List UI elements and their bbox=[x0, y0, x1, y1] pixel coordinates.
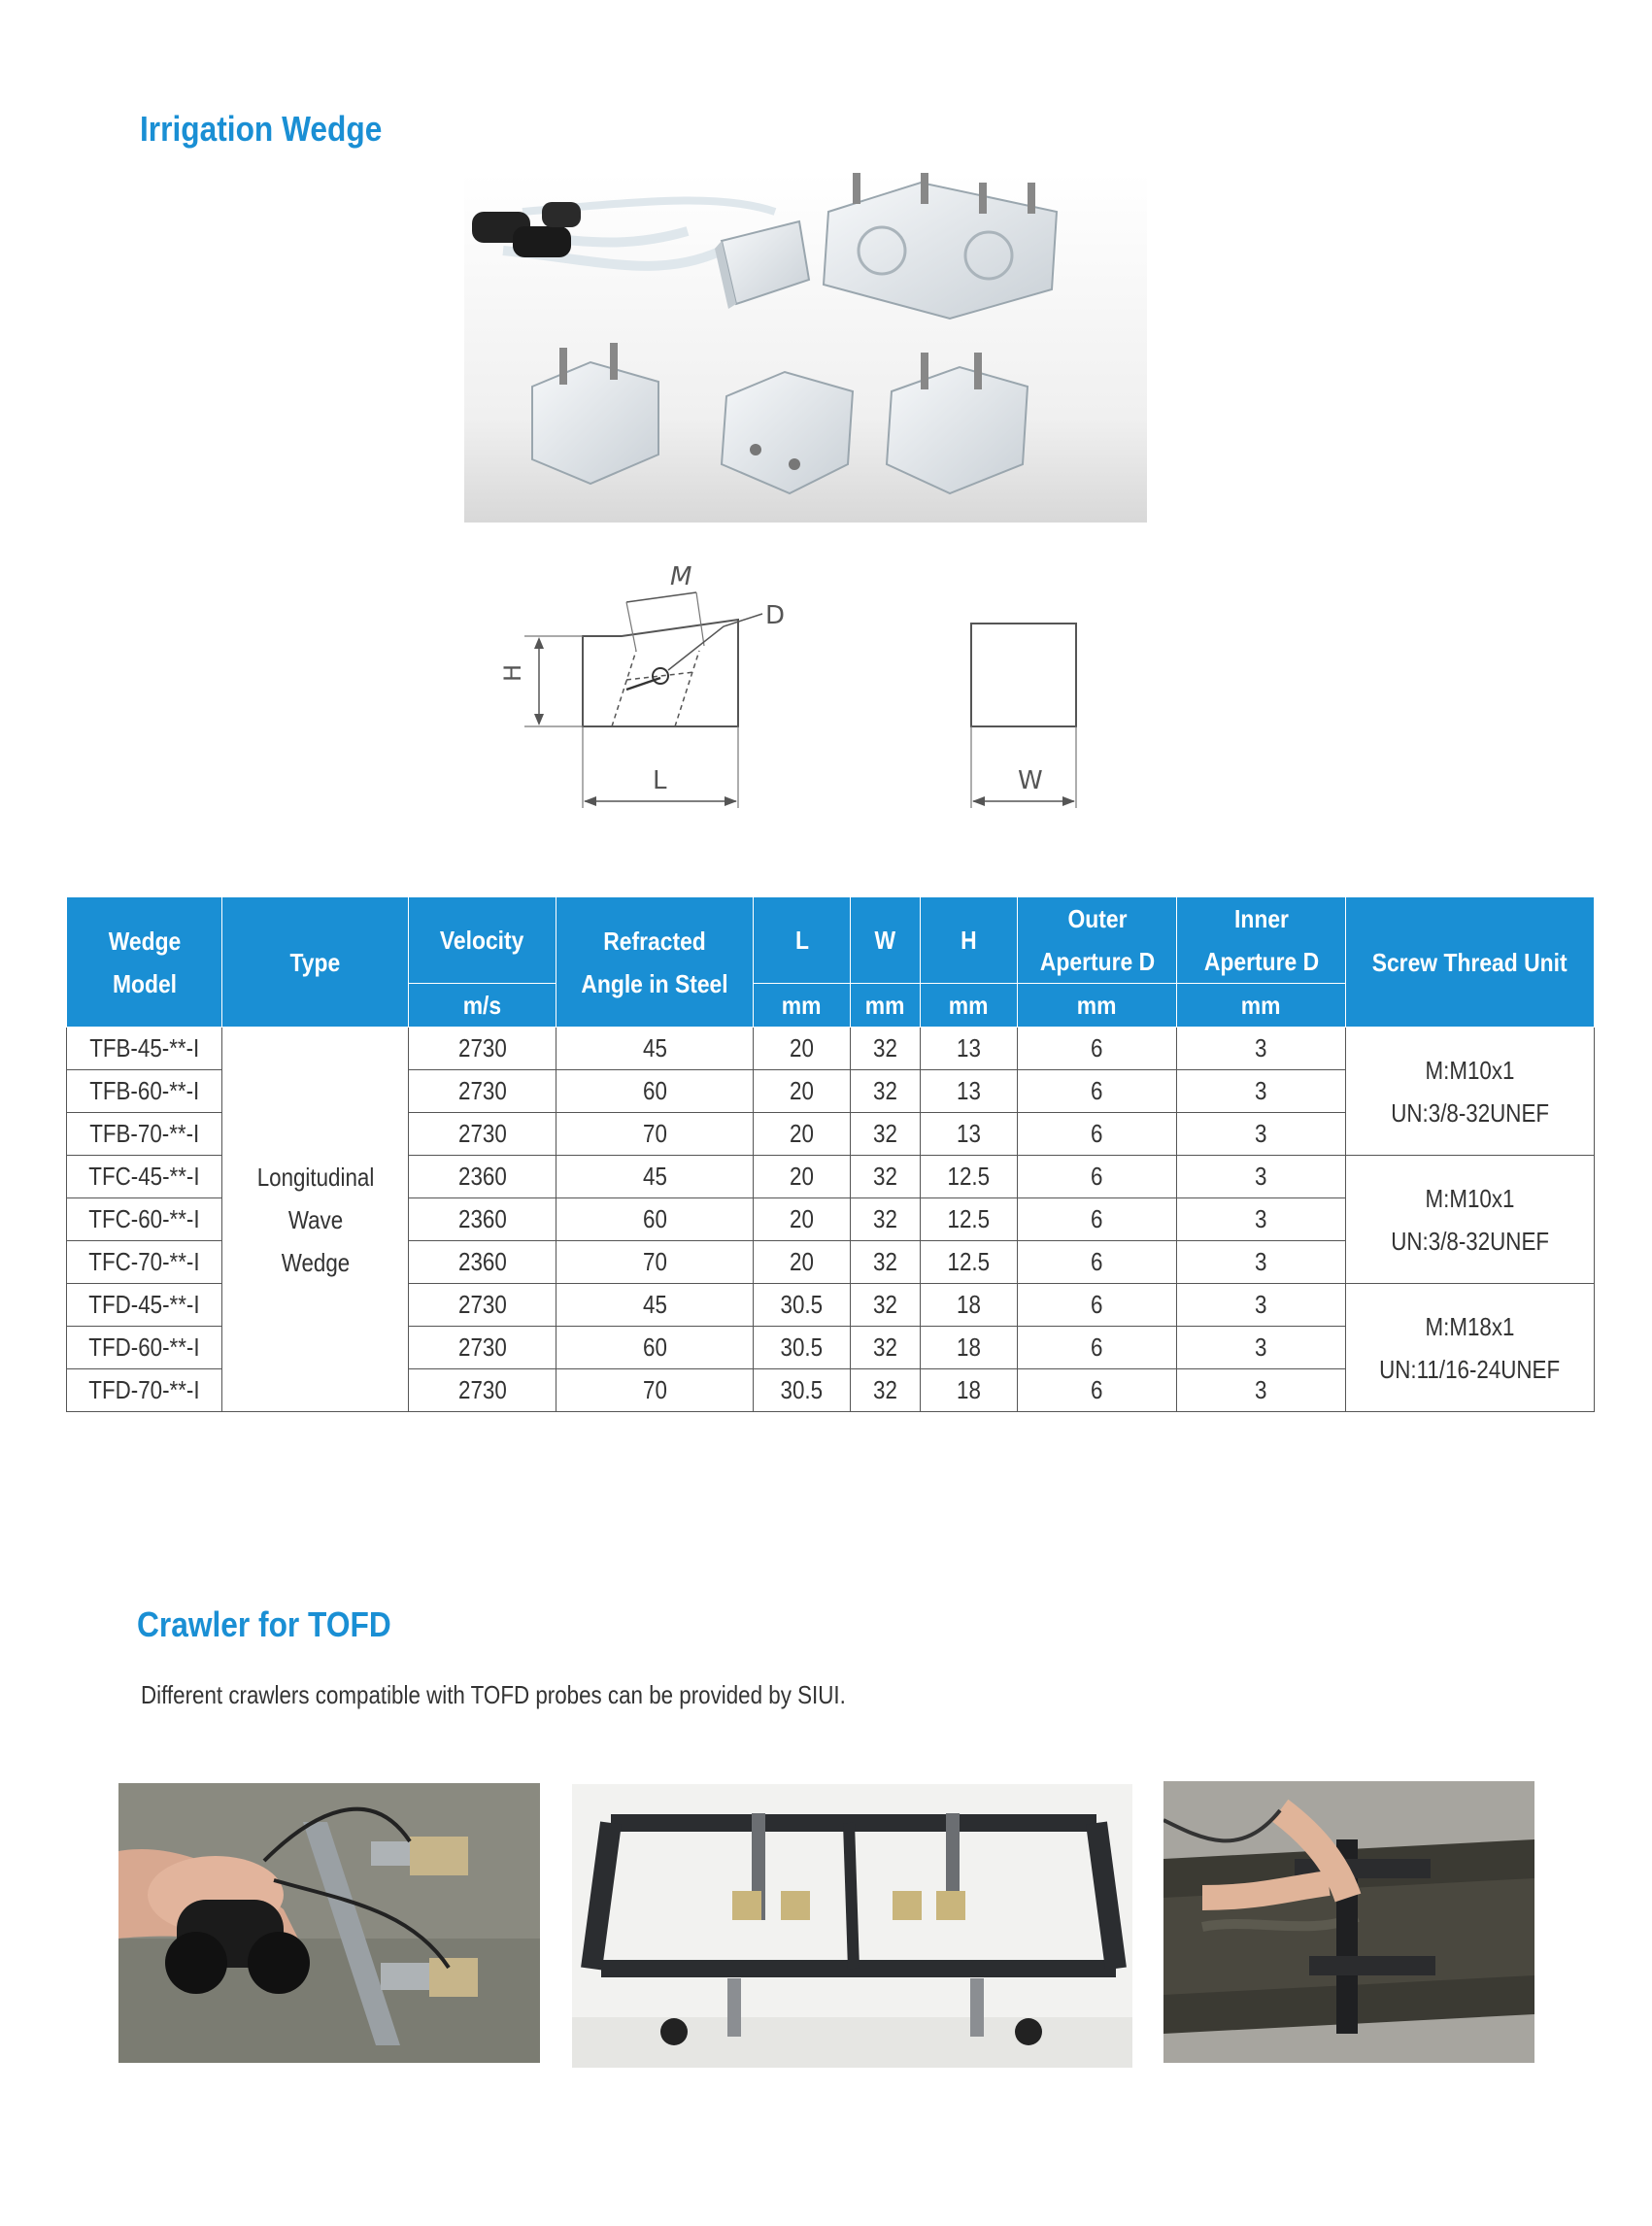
cell-w: 32 bbox=[851, 1028, 921, 1070]
dim-l-label: L bbox=[653, 766, 667, 795]
cell-h: 12.5 bbox=[921, 1198, 1018, 1241]
cell-angle: 45 bbox=[556, 1028, 754, 1070]
cell-velocity: 2360 bbox=[409, 1156, 556, 1198]
cell-w: 32 bbox=[851, 1156, 921, 1198]
cell-angle: 70 bbox=[556, 1241, 754, 1284]
cell-inner: 3 bbox=[1177, 1113, 1346, 1156]
cell-type: Longitudinal Wave Wedge bbox=[222, 1028, 409, 1412]
unit-inner: mm bbox=[1177, 984, 1346, 1028]
cell-inner: 3 bbox=[1177, 1156, 1346, 1198]
cell-inner: 3 bbox=[1177, 1327, 1346, 1369]
header-inner-aperture: Inner Aperture D bbox=[1177, 897, 1346, 984]
wedge-dimension-drawing bbox=[466, 554, 1127, 835]
cell-h: 12.5 bbox=[921, 1156, 1018, 1198]
cell-velocity: 2730 bbox=[409, 1369, 556, 1412]
dim-d-label: D bbox=[765, 601, 786, 630]
cell-w: 32 bbox=[851, 1070, 921, 1113]
header-l: L bbox=[754, 897, 851, 984]
cell-angle: 60 bbox=[556, 1198, 754, 1241]
header-velocity: Velocity bbox=[409, 897, 556, 984]
table-row bbox=[67, 1028, 1595, 1070]
cell-outer: 6 bbox=[1018, 1284, 1177, 1327]
cell-velocity: 2730 bbox=[409, 1327, 556, 1369]
unit-h: mm bbox=[921, 984, 1018, 1028]
unit-velocity: m/s bbox=[409, 984, 556, 1028]
cell-model: TFC-70-**-I bbox=[67, 1241, 222, 1284]
header-outer-aperture: Outer Aperture D bbox=[1018, 897, 1177, 984]
cell-screw-thread: M:M18x1 UN:11/16-24UNEF bbox=[1346, 1284, 1595, 1412]
cell-inner: 3 bbox=[1177, 1028, 1346, 1070]
cell-screw-thread: M:M10x1 UN:3/8-32UNEF bbox=[1346, 1156, 1595, 1284]
cell-velocity: 2730 bbox=[409, 1070, 556, 1113]
crawler-photo-handheld bbox=[118, 1783, 540, 2063]
header-type: Type bbox=[222, 897, 409, 1028]
cell-outer: 6 bbox=[1018, 1156, 1177, 1198]
cell-h: 13 bbox=[921, 1028, 1018, 1070]
cell-outer: 6 bbox=[1018, 1070, 1177, 1113]
cell-angle: 70 bbox=[556, 1113, 754, 1156]
cell-angle: 45 bbox=[556, 1156, 754, 1198]
irrigation-wedge-photo bbox=[464, 173, 1147, 523]
cell-velocity: 2360 bbox=[409, 1241, 556, 1284]
cell-velocity: 2730 bbox=[409, 1284, 556, 1327]
cell-l: 30.5 bbox=[754, 1369, 851, 1412]
cell-velocity: 2730 bbox=[409, 1113, 556, 1156]
cell-l: 30.5 bbox=[754, 1284, 851, 1327]
cell-w: 32 bbox=[851, 1369, 921, 1412]
cell-w: 32 bbox=[851, 1113, 921, 1156]
cell-outer: 6 bbox=[1018, 1327, 1177, 1369]
cell-velocity: 2360 bbox=[409, 1198, 556, 1241]
cell-l: 20 bbox=[754, 1113, 851, 1156]
cell-l: 20 bbox=[754, 1241, 851, 1284]
cell-angle: 60 bbox=[556, 1327, 754, 1369]
irrigation-wedge-title: Irrigation Wedge bbox=[140, 109, 383, 149]
header-refracted-angle: Refracted Angle in Steel bbox=[556, 897, 754, 1028]
cell-inner: 3 bbox=[1177, 1198, 1346, 1241]
header-wedge-model: Wedge Model bbox=[67, 897, 222, 1028]
unit-l: mm bbox=[754, 984, 851, 1028]
cell-inner: 3 bbox=[1177, 1241, 1346, 1284]
cell-w: 32 bbox=[851, 1198, 921, 1241]
header-screw-thread: Screw Thread Unit bbox=[1346, 897, 1595, 1028]
cell-model: TFD-45-**-I bbox=[67, 1284, 222, 1327]
cell-h: 18 bbox=[921, 1284, 1018, 1327]
cell-velocity: 2730 bbox=[409, 1028, 556, 1070]
cell-outer: 6 bbox=[1018, 1198, 1177, 1241]
header-h: H bbox=[921, 897, 1018, 984]
cell-l: 20 bbox=[754, 1028, 851, 1070]
cell-angle: 70 bbox=[556, 1369, 754, 1412]
cell-l: 30.5 bbox=[754, 1327, 851, 1369]
cell-inner: 3 bbox=[1177, 1284, 1346, 1327]
cell-outer: 6 bbox=[1018, 1028, 1177, 1070]
cell-h: 13 bbox=[921, 1070, 1018, 1113]
crawler-description: Different crawlers compatible with TOFD probes can be provided by SIUI. bbox=[141, 1680, 846, 1709]
cell-inner: 3 bbox=[1177, 1070, 1346, 1113]
cell-model: TFB-60-**-I bbox=[67, 1070, 222, 1113]
cell-l: 20 bbox=[754, 1198, 851, 1241]
cell-h: 12.5 bbox=[921, 1241, 1018, 1284]
crawler-photo-frame bbox=[572, 1784, 1132, 2068]
wedge-spec-table bbox=[66, 896, 1595, 1412]
unit-w: mm bbox=[851, 984, 921, 1028]
crawler-photo-pipe bbox=[1163, 1781, 1534, 2063]
cell-model: TFC-45-**-I bbox=[67, 1156, 222, 1198]
cell-angle: 45 bbox=[556, 1284, 754, 1327]
cell-h: 18 bbox=[921, 1369, 1018, 1412]
cell-l: 20 bbox=[754, 1156, 851, 1198]
cell-model: TFB-45-**-I bbox=[67, 1028, 222, 1070]
cell-outer: 6 bbox=[1018, 1369, 1177, 1412]
cell-screw-thread: M:M10x1 UN:3/8-32UNEF bbox=[1346, 1028, 1595, 1156]
cell-l: 20 bbox=[754, 1070, 851, 1113]
cell-h: 18 bbox=[921, 1327, 1018, 1369]
dim-w-label: W bbox=[1018, 766, 1043, 795]
cell-inner: 3 bbox=[1177, 1369, 1346, 1412]
dim-m-label: M bbox=[670, 562, 692, 591]
cell-model: TFD-70-**-I bbox=[67, 1369, 222, 1412]
dim-h-label: H bbox=[499, 663, 526, 682]
cell-w: 32 bbox=[851, 1241, 921, 1284]
cell-model: TFB-70-**-I bbox=[67, 1113, 222, 1156]
crawler-title: Crawler for TOFD bbox=[137, 1604, 391, 1644]
cell-outer: 6 bbox=[1018, 1241, 1177, 1284]
cell-h: 13 bbox=[921, 1113, 1018, 1156]
cell-w: 32 bbox=[851, 1327, 921, 1369]
unit-outer: mm bbox=[1018, 984, 1177, 1028]
cell-w: 32 bbox=[851, 1284, 921, 1327]
cell-angle: 60 bbox=[556, 1070, 754, 1113]
cell-model: TFC-60-**-I bbox=[67, 1198, 222, 1241]
cell-model: TFD-60-**-I bbox=[67, 1327, 222, 1369]
cell-outer: 6 bbox=[1018, 1113, 1177, 1156]
header-w: W bbox=[851, 897, 921, 984]
